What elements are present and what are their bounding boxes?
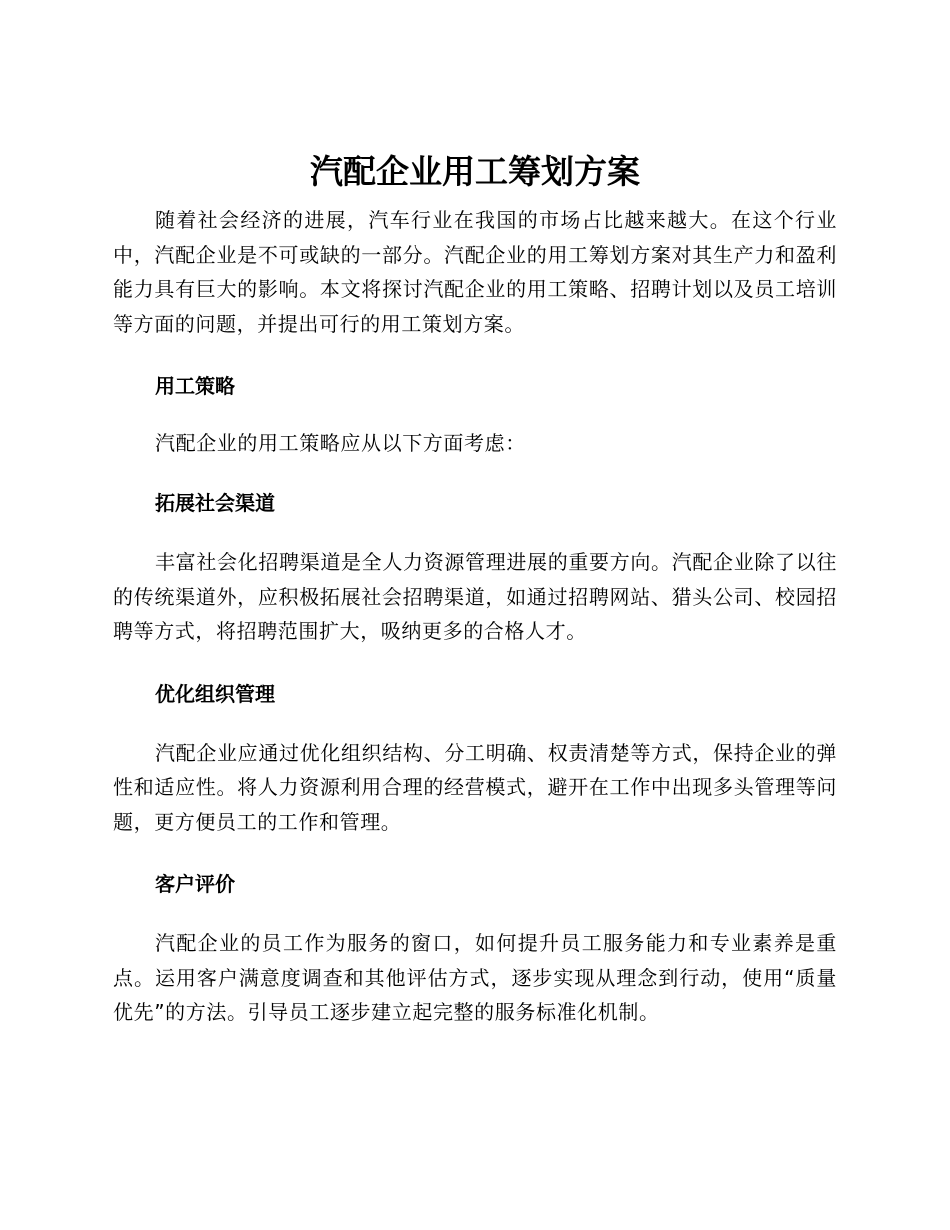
section-body-organization-management: 汽配企业应通过优化组织结构、分工明确、权责清楚等方式，保持企业的弹性和适应性。将人力资源利用合理的经营模式，避开在工作中出现多头管理等问题，更方便员工的工作和管理。 [113, 740, 837, 834]
section-heading-employment-strategy: 用工策略 [155, 374, 235, 398]
section-body-social-channels: 丰富社会化招聘渠道是全人力资源管理进展的重要方向。汽配企业除了以往的传统渠道外，应积极拓展社会招聘渠道，如通过招聘网站、猎头公司、校园招聘等方式，将招聘范围扩大，吸纳更多的合格人才。 [113, 550, 837, 643]
document-title: 汽配企业用工筹划方案 [310, 152, 640, 191]
section-heading-organization-management: 优化组织管理 [155, 681, 275, 706]
section-heading-social-channels: 拓展社会渠道 [155, 491, 275, 515]
intro-paragraph: 随着社会经济的进展，汽车行业在我国的市场占比越来越大。在这个行业中，汽配企业是不可或缺的一部分。汽配企业的用工筹划方案对其生产力和盈利能力具有巨大的影响。本文将探讨汽配企业的用工策略、招聘计划以及员工培训等方面的问题，并提出可行的用工策划方案。 [113, 208, 837, 336]
section-body-customer-evaluation: 汽配企业的员工作为服务的窗口，如何提升员工服务能力和专业素养是重点。运用客户满意度调查和其他评估方式，逐步实现从理念到行动，使用“质量优先”的方法。引导员工逐步建立起完整的服务标准化机制。 [113, 931, 837, 1024]
section-heading-customer-evaluation: 客户评价 [155, 872, 235, 896]
section-body-employment-strategy: 汽配企业的用工策略应从以下方面考虑： [155, 431, 526, 455]
